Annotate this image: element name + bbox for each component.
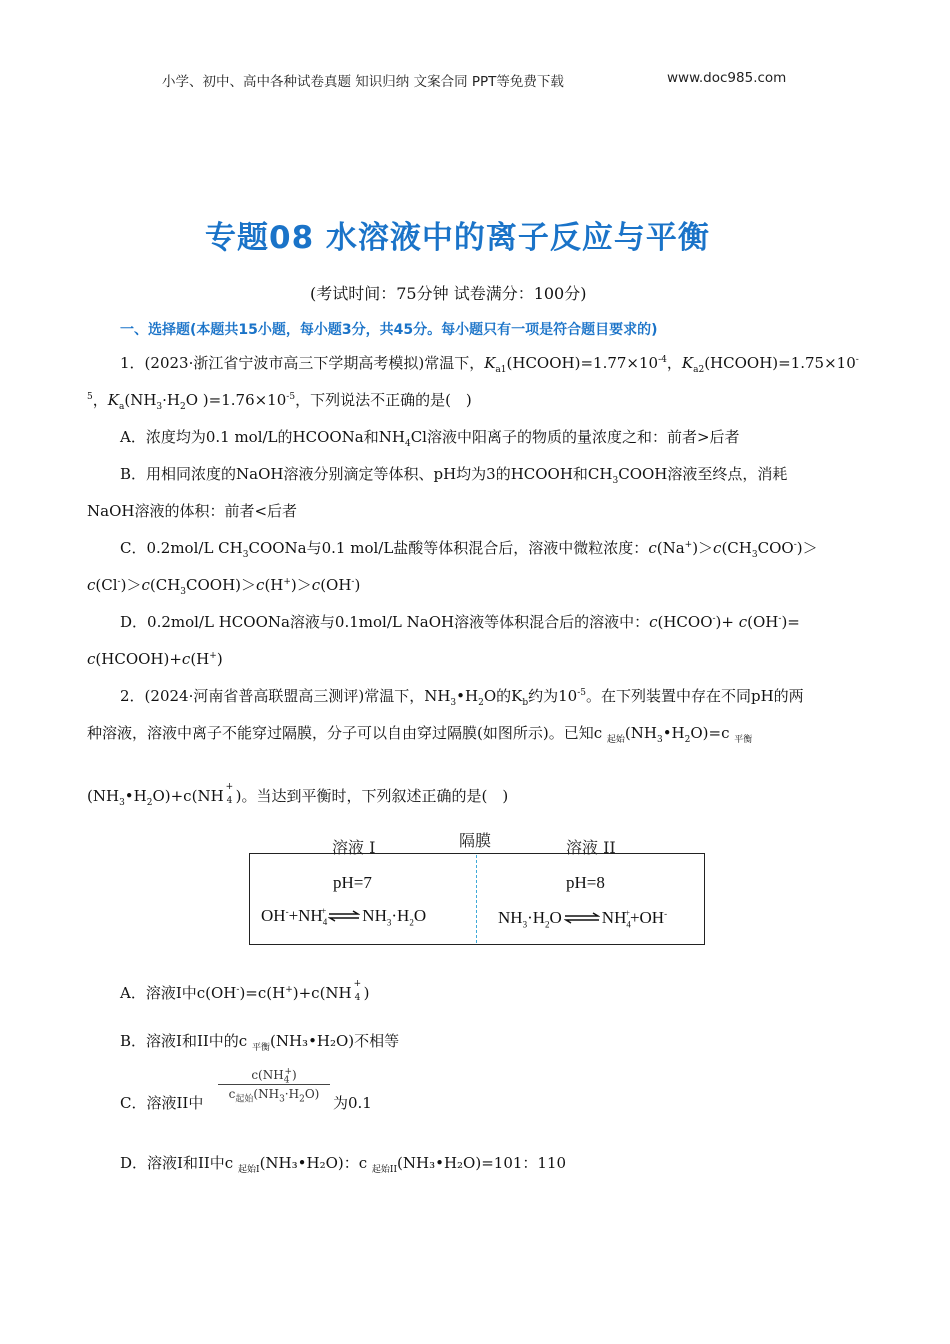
q1-option-a[interactable]: A．浓度均为0.1 mol/L的HCOONa和$NH_4Cl$溶液中阳离子的物质的量浓度之和：前者>后者 (120, 428, 740, 449)
diagram-container (249, 853, 705, 945)
q2-option-d[interactable]: D．溶液I和II中c $_{起始I}$(NH₃•H₂O)：c $_{起始II}$(NH₃•H₂O)=101：110 (120, 1154, 567, 1175)
site-header-url[interactable]: www.doc985.com (667, 70, 787, 86)
equilibrium-right: $NH_3\cdot H_2O$ $NH_4^++OH^-$ (498, 908, 668, 930)
q1-option-d-line2[interactable]: c(HCOOH)+c(H+) (87, 650, 223, 668)
diagram-label-solution-1: 溶液 I (332, 838, 376, 857)
diagram-label-solution-2: 溶液 II (566, 838, 616, 857)
equilibrium-arrow-icon (564, 912, 600, 924)
section-heading: 一、选择题(本题共15小题，每小题3分，共45分。每小题只有一项是符合题目要求的) (120, 322, 658, 338)
q2-option-c-fraction: $c(NH_4^+)$ $c_{起始}(NH_3\cdot H_2O)$ (218, 1068, 330, 1101)
equilibrium-left: $OH^-+NH_4^+$ $NH_3\cdot H_2O$ (261, 906, 427, 928)
q2-option-b[interactable]: B．溶液I和II中的c $_{平衡}$(NH₃•H₂O)不相等 (120, 1032, 400, 1053)
q1-stem-line2: $^5$，$K_a(NH_3\cdot H_2O$ )$=1.76\times 10^{-5}$，下列说法不正确的是( ) (87, 391, 472, 412)
diagram-label-membrane: 隔膜 (459, 831, 492, 850)
q1-option-b-line1[interactable]: B．用相同浓度的NaOH溶液分别滴定等体积、pH均为3的HCOOH和$CH_3COOH$溶液至终点，消耗 (120, 465, 788, 486)
ph-left: pH=7 (333, 873, 372, 892)
q2-stem-line1: 2．(2024·河南省普高联盟高三测评)常温下，$NH_3•H_2O$的$K_b$约为$10^{-5}$。在下列装置中存在不同pH的两 (120, 687, 804, 708)
page-title: 专题08 水溶液中的离子反应与平衡 (205, 220, 710, 256)
q1-stem-line1: 1．(2023·浙江省宁波市高三下学期高考模拟)常温下，$K_{a1}(HCOOH)=1.77\times 10^{-4}$，$K_{a2}(HCOOH)=1.75\times 10^-$ (120, 354, 859, 375)
q1-option-d-line1[interactable]: D．0.2mol/L HCOONa溶液与0.1mol/L NaOH溶液等体积混合后的溶液中：c(HCOO-)+ c(OH-)= (120, 613, 800, 631)
q1-option-c-line1[interactable]: C．0.2mol/L $CH_3COONa$与0.1 mol/L盐酸等体积混合后，溶液中微粒浓度：$c(Na^+)>c(CH_3COO^-)>$ (120, 539, 818, 560)
membrane-line (476, 855, 477, 943)
q2-stem-line3: $(NH_3•H_2O)+c(NH$ + 4 )。当达到平衡时，下列叙述正确的是( ) (87, 782, 509, 808)
equilibrium-arrow-icon (328, 910, 360, 922)
q1-option-b-line2[interactable]: NaOH溶液的体积：前者<后者 (87, 502, 298, 520)
ph-right: pH=8 (566, 873, 605, 892)
q2-option-a[interactable]: A．溶液I中c(OH-)=c(H+)+c(NH + 4 ) (120, 979, 370, 1003)
site-header-text: 小学、初中、高中各种试卷真题 知识归纳 文案合同 PPT等免费下载 (162, 74, 564, 90)
q2-stem-line2: 种溶液，溶液中离子不能穿过隔膜，分子可以自由穿过隔膜(如图所示)。已知c $_{起始}(NH_3•H_2O)=c$ $_{平衡}$ (87, 724, 753, 745)
exam-info: (考试时间：75分钟 试卷满分：100分) (310, 284, 587, 303)
q2-option-c[interactable]: C．溶液II中 (120, 1094, 204, 1112)
q2-option-c-end[interactable]: 为0.1 (333, 1094, 372, 1112)
q1-option-c-line2[interactable]: $c(Cl^-)>c(CH_3COOH)>c(H^+)>c(OH^-)$ (87, 576, 361, 597)
